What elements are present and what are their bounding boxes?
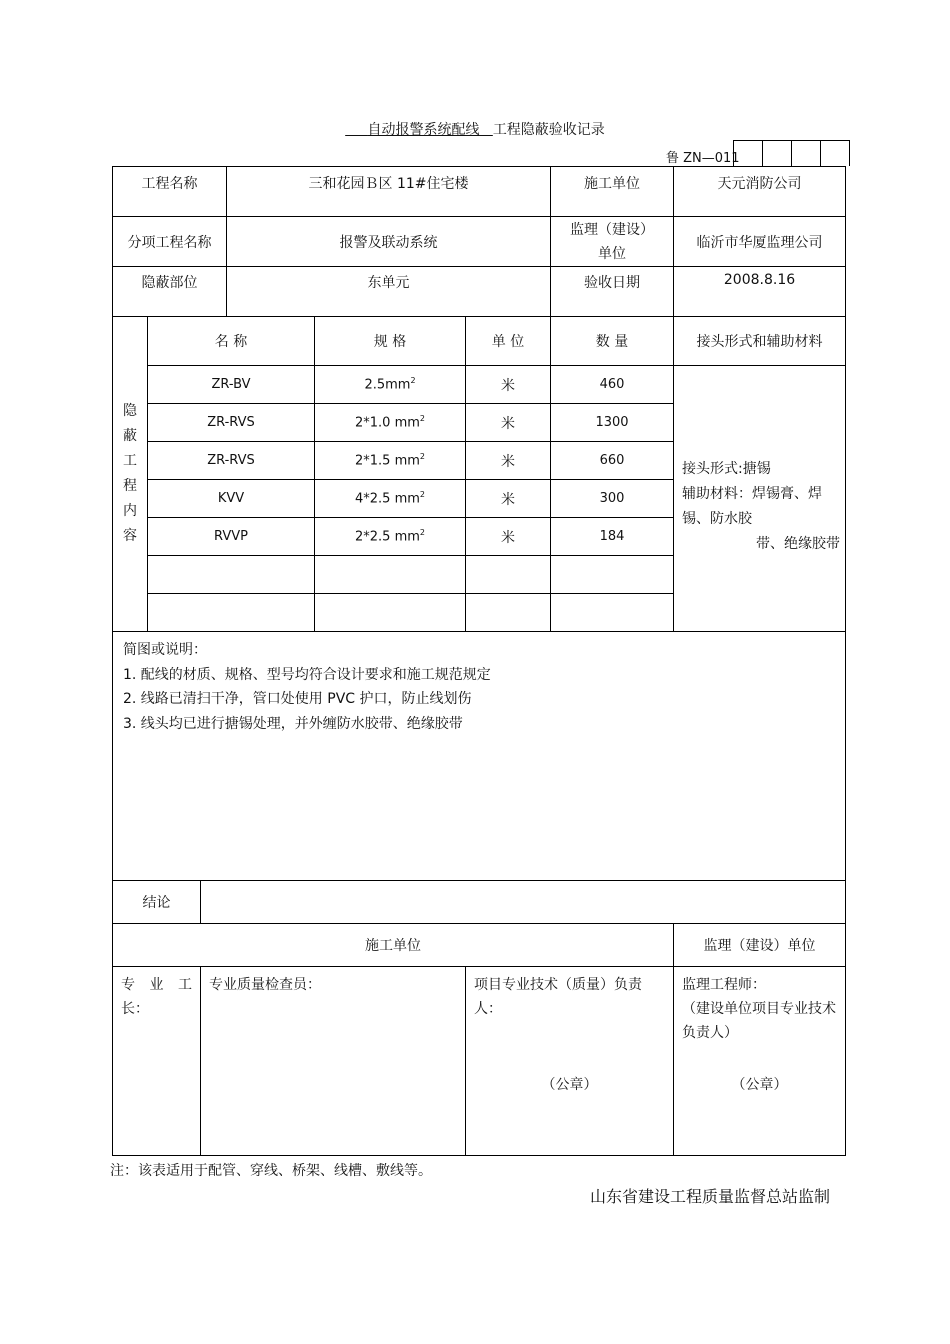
side-char: 程: [123, 478, 137, 494]
supervisor-label: [551, 217, 674, 267]
side-char: 蔽: [123, 428, 137, 444]
aux-material-line2: 带、绝缘胶带: [756, 536, 841, 552]
material-name: RVVP: [148, 518, 315, 556]
acceptance-date: 2008.8.16: [674, 267, 846, 317]
owner-rep-label: （建设单位项目专业技术负责人）: [682, 1001, 837, 1041]
col-header-spec: 规 格: [315, 317, 466, 366]
col-header-name: 名 称: [148, 317, 315, 366]
inspector-cell: [201, 967, 466, 1156]
acceptance-table: [112, 166, 846, 1156]
material-name: ZR-RVS: [148, 442, 315, 480]
code-box: [733, 140, 763, 166]
material-name: KVV: [148, 480, 315, 518]
side-char: 隐: [123, 403, 137, 419]
acceptance-date-label: 验收日期: [551, 267, 674, 317]
supervisor-name: 临沂市华厦监理公司: [674, 217, 846, 267]
hidden-content-side-label: [113, 317, 148, 632]
material-spec: 2*2.5 $mm^2$: [315, 518, 466, 556]
supervisor-seal: （公章）: [731, 1077, 788, 1093]
empty-cell: [551, 594, 674, 632]
sub-project-label: 分项工程名称: [113, 217, 227, 267]
supervisor-sign-cell: [674, 967, 846, 1156]
notes-heading: 简图或说明：: [123, 642, 207, 658]
material-spec: $2.5mm^2$: [315, 366, 466, 404]
empty-cell: [466, 594, 551, 632]
notes-item: 1. 配线的材质、规格、型号均符合设计要求和施工规范规定: [123, 666, 491, 683]
title-suffix: 工程隐蔽验收记录: [492, 122, 605, 138]
contractor-name: 天元消防公司: [674, 167, 846, 217]
col-header-qty: 数 量: [551, 317, 674, 366]
code-box: [820, 140, 850, 166]
material-spec: 4*2.5 $mm^2$: [315, 480, 466, 518]
engineer-label: 监理工程师：: [682, 977, 767, 993]
sign-contractor-header: 施工单位: [113, 924, 674, 967]
side-char: 内: [123, 503, 137, 519]
code-box: [762, 140, 792, 166]
sub-project-name: 报警及联动系统: [227, 217, 551, 267]
form-code: 鲁 ZN—011: [666, 151, 740, 166]
empty-cell: [148, 556, 315, 594]
material-unit: 米: [466, 480, 551, 518]
conclusion-value: [201, 881, 846, 924]
footnote: 注：该表适用于配管、穿线、桥架、线槽、敷线等。: [110, 1163, 432, 1179]
sign-supervisor-header: 监理（建设）单位: [674, 924, 846, 967]
project-name: 三和花园Ｂ区 11#住宅楼: [227, 167, 551, 217]
col-header-unit: 单 位: [466, 317, 551, 366]
aux-material-line1: 辅助材料：焊锡膏、焊锡、防水胶: [682, 486, 823, 527]
material-unit: 米: [466, 404, 551, 442]
material-name: ZR-BV: [148, 366, 315, 404]
material-qty: 300: [551, 480, 674, 518]
material-qty: 184: [551, 518, 674, 556]
material-spec: 2*1.5 $mm^2$: [315, 442, 466, 480]
hidden-part: 东单元: [227, 267, 551, 317]
hidden-part-label: 隐蔽部位: [113, 267, 227, 317]
issuer-footer: 山东省建设工程质量监督总站监制: [590, 1187, 831, 1206]
col-header-joint: 接头形式和辅助材料: [674, 317, 846, 366]
inspector-label: 专业质量检查员：: [209, 977, 321, 993]
foreman-cell: [113, 967, 201, 1156]
material-unit: 米: [466, 518, 551, 556]
empty-cell: [148, 594, 315, 632]
side-char: 容: [123, 528, 137, 544]
contractor-seal: （公章）: [541, 1077, 598, 1093]
code-boxes: [734, 140, 850, 166]
supervisor-label-line1: 监理（建设）: [570, 221, 655, 238]
form-title: [0, 119, 950, 139]
empty-cell: [315, 556, 466, 594]
empty-cell: [551, 556, 674, 594]
tech-lead-cell: [466, 967, 674, 1156]
contractor-label: 施工单位: [551, 167, 674, 217]
material-name: ZR-RVS: [148, 404, 315, 442]
material-unit: 米: [466, 366, 551, 404]
title-system: 自动报警系统配线: [367, 122, 480, 138]
joint-and-aux-materials: [674, 366, 846, 632]
foreman-label-line2: 长：: [121, 1001, 149, 1017]
notes-section: [113, 632, 846, 881]
conclusion-label: 结论: [113, 881, 201, 924]
project-name-label: 工程名称: [113, 167, 227, 217]
empty-cell: [315, 594, 466, 632]
tech-lead-label: 项目专业技术（质量）负责人：: [474, 977, 642, 1017]
material-qty: 660: [551, 442, 674, 480]
side-char: 工: [123, 453, 137, 469]
material-qty: 1300: [551, 404, 674, 442]
notes-item: 2. 线路已清扫干净，管口处使用 PVC 护口，防止线划伤: [123, 691, 472, 707]
foreman-label-line1: 专 业 工: [121, 977, 192, 993]
notes-item: 3. 线头均已进行搪锡处理，并外缠防水胶带、绝缘胶带: [123, 715, 463, 732]
material-qty: 460: [551, 366, 674, 404]
material-unit: 米: [466, 442, 551, 480]
code-box: [791, 140, 821, 166]
supervisor-label-line2: 单位: [598, 245, 627, 262]
empty-cell: [466, 556, 551, 594]
joint-form: 接头形式:搪锡: [682, 461, 771, 477]
material-spec: 2*1.0 $mm^2$: [315, 404, 466, 442]
